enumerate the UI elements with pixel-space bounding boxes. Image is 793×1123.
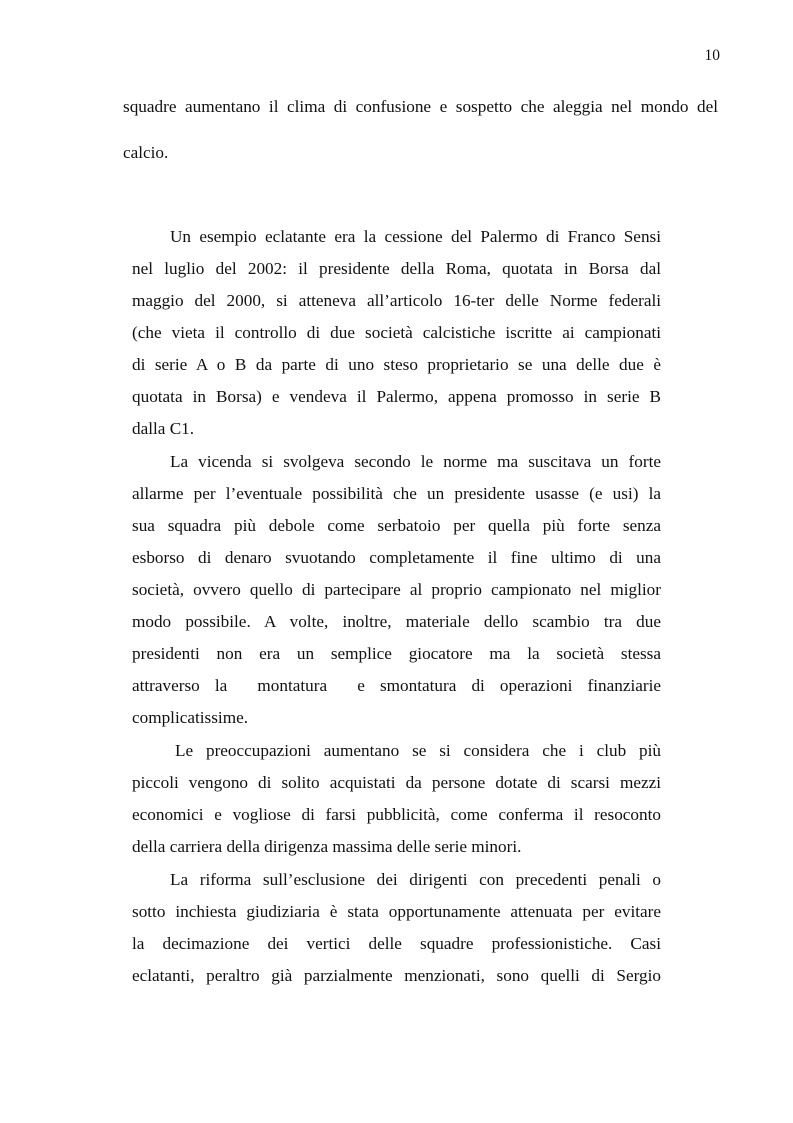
p2-line-5: società, ovvero quello di partecipare al proprio campionato nel miglior bbox=[132, 580, 661, 599]
p2-line-3: sua squadra più debole come serbatoio per quella più forte senza bbox=[132, 516, 661, 535]
p4-line-1: La riforma sull’esclusione dei dirigenti con precedenti penali o bbox=[170, 870, 661, 889]
p1-line-1: Un esempio eclatante era la cessione del Palermo di Franco Sensi bbox=[170, 227, 661, 246]
p3-line-2: piccoli vengono di solito acquistati da persone dotate di scarsi mezzi bbox=[132, 773, 661, 792]
p2-line-7: presidenti non era un semplice giocatore ma la società stessa bbox=[132, 644, 661, 663]
p1-line-2: nel luglio del 2002: il presidente della Roma, quotata in Borsa dal bbox=[132, 259, 661, 278]
p2-line-4: esborso di denaro svuotando completamente il fine ultimo di una bbox=[132, 548, 661, 567]
intro-line-1: squadre aumentano il clima di confusione e sospetto che aleggia nel mondo del bbox=[123, 97, 718, 116]
p1-line-4: (che vieta il controllo di due società calcistiche iscritte ai campionati bbox=[132, 323, 661, 342]
p2-line-9: complicatissime. bbox=[132, 708, 248, 727]
p2-line-1: La vicenda si svolgeva secondo le norme ma suscitava un forte bbox=[170, 452, 661, 471]
page-number: 10 bbox=[704, 47, 720, 64]
p4-line-4: eclatanti, peraltro già parzialmente menzionati, sono quelli di Sergio bbox=[132, 966, 661, 985]
p2-line-6: modo possibile. A volte, inoltre, materiale dello scambio tra due bbox=[132, 612, 661, 631]
p3-line-1: Le preoccupazioni aumentano se si considera che i club più bbox=[175, 741, 661, 760]
p3-line-3: economici e vogliose di farsi pubblicità, come conferma il resoconto bbox=[132, 805, 661, 824]
p4-line-2: sotto inchiesta giudiziaria è stata opportunamente attenuata per evitare bbox=[132, 902, 661, 921]
p1-line-7: dalla C1. bbox=[132, 419, 195, 438]
p1-line-3: maggio del 2000, si atteneva all’articolo 16-ter delle Norme federali bbox=[132, 291, 661, 310]
p4-line-3: la decimazione dei vertici delle squadre professionistiche. Casi bbox=[132, 934, 661, 953]
p2-line-8: attraverso la montatura e smontatura di operazioni finanziarie bbox=[132, 676, 661, 695]
intro-line-2: calcio. bbox=[123, 143, 169, 162]
p3-line-4: della carriera della dirigenza massima delle serie minori. bbox=[132, 837, 522, 856]
p2-line-2: allarme per l’eventuale possibilità che un presidente usasse (e usi) la bbox=[132, 484, 661, 503]
p1-line-6: quotata in Borsa) e vendeva il Palermo, appena promosso in serie B bbox=[132, 387, 661, 406]
p1-line-5: di serie A o B da parte di uno steso proprietario se una delle due è bbox=[132, 355, 661, 374]
